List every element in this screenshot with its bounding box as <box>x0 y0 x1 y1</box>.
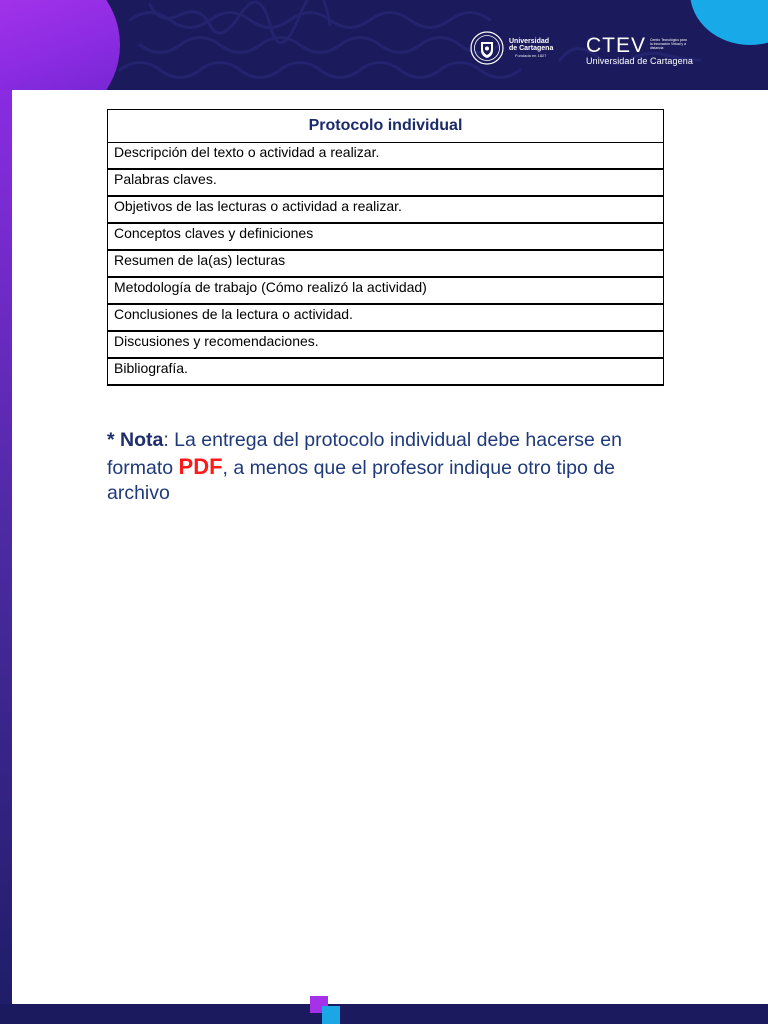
delivery-note <box>107 428 667 507</box>
table-cell: Bibliografía. <box>108 358 664 385</box>
purple-decoration <box>0 0 120 90</box>
blue-square-decoration <box>322 1006 340 1024</box>
header-band <box>0 0 768 90</box>
table-row <box>108 331 664 358</box>
table-cell: Conceptos claves y definiciones <box>108 223 664 250</box>
universidad-cartagena-logo <box>470 31 553 65</box>
table-cell: Objetivos de las lecturas o actividad a realizar. <box>108 196 664 223</box>
table-cell: Palabras claves. <box>108 169 664 196</box>
ctev-title: CTEV <box>586 34 647 57</box>
note-text-before: : La entrega del protocolo individual debe hacerse en formato <box>107 429 622 479</box>
ctev-description: Centro Tecnológico para la Innovación Virtual y a distancia <box>650 38 687 51</box>
bottom-band <box>0 1004 768 1024</box>
university-logo-line3: Fundada en 1827 <box>515 53 547 59</box>
table-cell: Metodología de trabajo (Cómo realizó la actividad) <box>108 277 664 304</box>
table-cell: Descripción del texto o actividad a realizar. <box>108 143 664 170</box>
table-cell: Discusiones y recomendaciones. <box>108 331 664 358</box>
university-seal-icon <box>470 31 504 65</box>
table-row <box>108 277 664 304</box>
protocol-table <box>107 109 664 386</box>
table-row <box>108 196 664 223</box>
note-pdf-highlight: PDF <box>178 453 223 479</box>
left-gradient-strip <box>0 90 12 1024</box>
table-row <box>108 143 664 170</box>
note-text-after: , a menos que el profesor indique otro tipo de archivo <box>107 456 615 504</box>
university-logo-line2: de Cartagena <box>509 44 554 52</box>
table-row <box>108 223 664 250</box>
table-row <box>108 250 664 277</box>
table-title: Protocolo individual <box>108 110 664 143</box>
table-cell: Conclusiones de la lectura o actividad. <box>108 304 664 331</box>
university-logo-line1: Universidad <box>509 37 550 45</box>
table-row <box>108 304 664 331</box>
ctev-logo <box>586 36 693 66</box>
table-cell: Resumen de la(as) lecturas <box>108 250 664 277</box>
table-header-row <box>108 110 664 143</box>
table-row <box>108 358 664 385</box>
note-marker: * Nota <box>107 429 164 451</box>
ctev-subtitle: Universidad de Cartagena <box>586 56 693 66</box>
table-row <box>108 169 664 196</box>
